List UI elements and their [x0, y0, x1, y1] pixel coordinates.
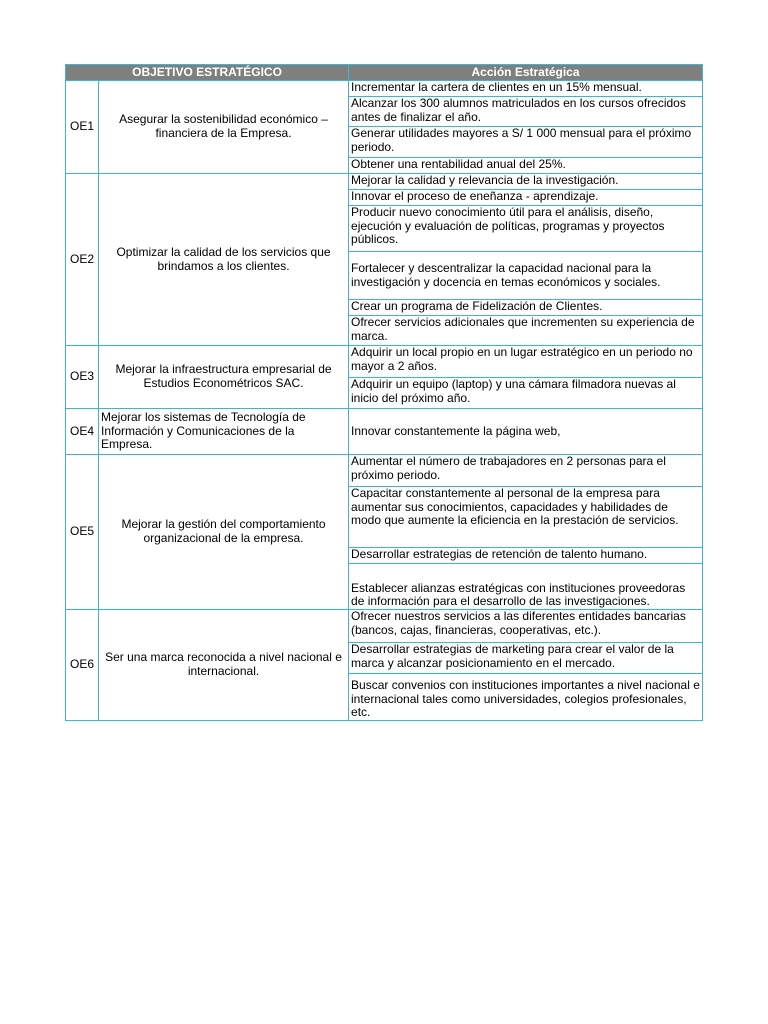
action-item: Aumentar el número de trabajadores en 2 personas para el próximo periodo.	[349, 455, 703, 487]
action-item: Desarrollar estrategias de marketing para crear el valor de la marca y alcanzar posicionamiento en el mercado.	[349, 643, 703, 674]
action-item: Adquirir un equipo (laptop) y una cámara filmadora nuevas al inicio del próximo año.	[349, 378, 703, 409]
action-item: Obtener una rentabilidad anual del 25%.	[349, 158, 703, 174]
action-item: Buscar convenios con instituciones importantes a nivel nacional e internacional tales como universidades, colegios profesionales, etc.	[349, 674, 703, 721]
objective-text: Optimizar la calidad de los servicios que brindamos a los clientes.	[99, 174, 349, 346]
objective-code: OE5	[66, 455, 99, 610]
table-row	[66, 174, 703, 190]
action-item: Crear un programa de Fidelización de Clientes.	[349, 300, 703, 316]
action-item: Desarrollar estrategias de retención de talento humano.	[349, 548, 703, 564]
action-item: Mejorar la calidad y relevancia de la investigación.	[349, 174, 703, 190]
objective-text: Mejorar los sistemas de Tecnología de Información y Comunicaciones de la Empresa.	[99, 409, 349, 455]
action-item: Adquirir un local propio en un lugar estratégico en un periodo no mayor a 2 años.	[349, 346, 703, 378]
action-item: Ofrecer servicios adicionales que incrementen su experiencia de marca.	[349, 316, 703, 346]
action-item: Fortalecer y descentralizar la capacidad nacional para la investigación y docencia en temas económicos y sociales.	[349, 252, 703, 300]
table-row	[66, 455, 703, 487]
table-row	[66, 409, 703, 455]
table-row	[66, 346, 703, 378]
action-item: Incrementar la cartera de clientes en un 15% mensual.	[349, 81, 703, 97]
action-item: Capacitar constantemente al personal de la empresa para aumentar sus conocimientos, capacidades y habilidades de modo que aumente la eficiencia en la prestación de servicios.	[349, 487, 703, 548]
objective-code: OE3	[66, 346, 99, 409]
objective-code: OE6	[66, 610, 99, 721]
action-item: Alcanzar los 300 alumnos matriculados en los cursos ofrecidos antes de finalizar el año.	[349, 97, 703, 127]
objective-text: Mejorar la infraestructura empresarial de Estudios Econométricos SAC.	[99, 346, 349, 409]
objective-text: Ser una marca reconocida a nivel nacional e internacional.	[99, 610, 349, 721]
objective-text: Asegurar la sostenibilidad económico – financiera de la Empresa.	[99, 81, 349, 174]
objective-text: Mejorar la gestión del comportamiento organizacional de la empresa.	[99, 455, 349, 610]
action-item: Innovar constantemente la página web,	[349, 409, 703, 455]
action-item: Innovar el proceso de eneñanza - aprendizaje.	[349, 190, 703, 206]
action-item: Establecer alianzas estratégicas con instituciones proveedoras de información para el desarrollo de las investigaciones.	[349, 564, 703, 610]
action-item: Producir nuevo conocimiento útil para el análisis, diseño, ejecución y evaluación de políticas, programas y proyectos públicos.	[349, 206, 703, 252]
action-item: Ofrecer nuestros servicios a las diferentes entidades bancarias (bancos, cajas, financieras, cooperativas, etc.).	[349, 610, 703, 643]
objective-code: OE4	[66, 409, 99, 455]
action-item: Generar utilidades mayores a S/ 1 000 mensual para el próximo periodo.	[349, 127, 703, 158]
strategic-objectives-table	[65, 64, 703, 721]
header-action: Acción Estratégica	[349, 65, 703, 81]
table-row	[66, 610, 703, 643]
table-body	[66, 81, 703, 721]
table-header-row	[66, 65, 703, 81]
objective-code: OE2	[66, 174, 99, 346]
table-row	[66, 81, 703, 97]
objective-code: OE1	[66, 81, 99, 174]
header-objective: OBJETIVO ESTRATÉGICO	[66, 65, 349, 81]
